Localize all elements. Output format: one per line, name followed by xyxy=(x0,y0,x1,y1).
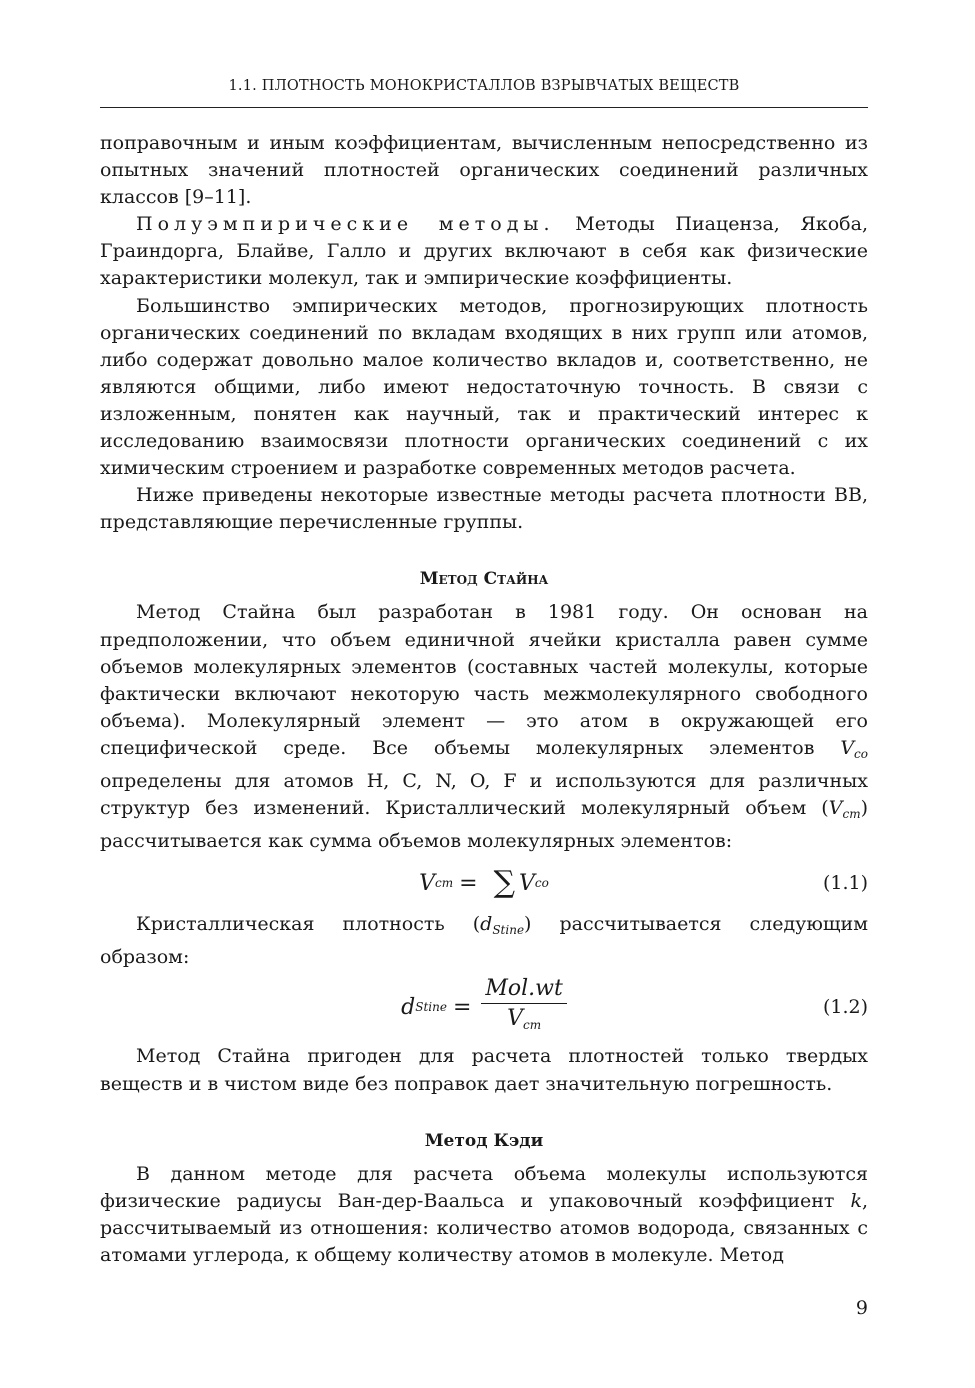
subscript-cm: cm xyxy=(523,1018,542,1033)
paragraph-semi-empirical xyxy=(100,211,868,292)
symbol-v: V xyxy=(840,736,855,759)
subscript-cm: cm xyxy=(435,875,454,890)
running-header: 1.1. ПЛОТНОСТЬ МОНОКРИСТАЛЛОВ ВЗРЫВЧАТЫХ ВЕЩЕСТВ xyxy=(228,78,740,94)
equation-1-2 xyxy=(100,971,868,1043)
sum-symbol: ∑ xyxy=(493,865,515,901)
text-fragment: ) рассчитывается следующим образом: xyxy=(100,913,868,969)
subscript-stine: Stine xyxy=(492,923,525,938)
text-fragment: В данном методе для расчета объема молекулы используются физические радиусы Ван-дер-Ваальса и упаковочный коэффициент xyxy=(100,1162,868,1212)
spaced-lead: Полуэмпирические методы. xyxy=(136,213,555,236)
text-fragment: Метод Стайна был разработан в 1981 году. Он основан на предположении, что объем единичной ячейки кристалла равен сумме объемов молекулярных элементов (составных частей молекулы, которые фактически включают некоторую часть межмолекулярного свободного объема). Молекулярный элемент — это атом в окружающей его специфической среде. Все объемы молекулярных элементов xyxy=(100,601,868,759)
equation-number: (1.1) xyxy=(822,871,868,894)
section-title-stine: Метод Стайна xyxy=(419,569,549,590)
symbol-d: d xyxy=(401,994,416,1020)
symbol-k: k xyxy=(850,1189,862,1212)
fraction-numerator: Mol.wt xyxy=(481,975,566,1004)
symbol-d: d xyxy=(480,913,493,936)
symbol-v: V xyxy=(419,870,436,896)
fraction-denominator xyxy=(507,1004,541,1039)
paragraph-text: Методы Пиаценза, Якоба, Граиндорга, Блайве, Галло и других включают в себя как физические характеристики молекул, так и эмпирические коэффициенты. xyxy=(100,213,868,290)
paragraph-stine-intro xyxy=(100,599,868,855)
symbol-v: V xyxy=(507,1006,523,1032)
paragraph-cady-intro xyxy=(100,1161,868,1269)
subscript-stine: Stine xyxy=(415,999,447,1014)
text-fragment: Кристаллическая плотность ( xyxy=(136,913,481,936)
subscript-co: co xyxy=(854,746,868,761)
formula-density xyxy=(100,971,868,1043)
subscript-co: co xyxy=(534,875,549,890)
paragraph-methods-intro: Ниже приведены некоторые известные методы расчета плотности ВВ, представляющие перечисленные группы. xyxy=(100,484,868,534)
equation-number: (1.2) xyxy=(822,995,868,1018)
paragraph-stine-conclusion: Метод Стайна пригоден для расчета плотностей только твердых веществ и в чистом виде без поправок дает значительную погрешность. xyxy=(100,1045,868,1095)
symbol-v: V xyxy=(828,797,843,820)
subscript-cm: cm xyxy=(842,807,861,822)
text-fragment: ) рассчитывается как сумма объемов молекулярных элементов: xyxy=(100,797,868,853)
section-title-cady: Метод Кэди xyxy=(424,1130,544,1151)
fraction xyxy=(481,975,566,1039)
formula-volume xyxy=(100,855,868,911)
equation-1-1 xyxy=(100,855,868,911)
text-fragment: , рассчитываемый из отношения: количество атомов водорода, связанных с атомами углерода, к общему количеству атомов в молекуле. Метод xyxy=(100,1189,868,1266)
header-rule xyxy=(100,107,868,108)
paragraph-continuation: поправочным и иным коэффициентам, вычисленным непосредственно из опытных значений плотностей органических соединений различных классов [9–11]. xyxy=(100,132,868,209)
text-fragment: определены для атомов H, C, N, O, F и используются для различных структур без изменений. Кристаллический молекулярный объем ( xyxy=(100,769,868,820)
paragraph-empirical-methods: Большинство эмпирических методов, прогнозирующих плотность органических соединений по вкладам входящих в них групп или атомов, либо содержат довольно малое количество вкладов и, соответственно, не являются общими, либо имеют недостаточную точность. В связи с изложенным, понятен как научный, так и практический интерес к исследованию взаимосвязи плотности органических соединений с их химическим строением и разработке современных методов расчета. xyxy=(100,294,868,480)
equals-sign: = xyxy=(452,994,472,1020)
symbol-v: V xyxy=(519,870,535,896)
page-number: 9 xyxy=(855,1297,868,1319)
equals-sign: = xyxy=(459,870,478,896)
page-body xyxy=(100,130,868,1269)
paragraph-crystal-density xyxy=(100,911,868,971)
